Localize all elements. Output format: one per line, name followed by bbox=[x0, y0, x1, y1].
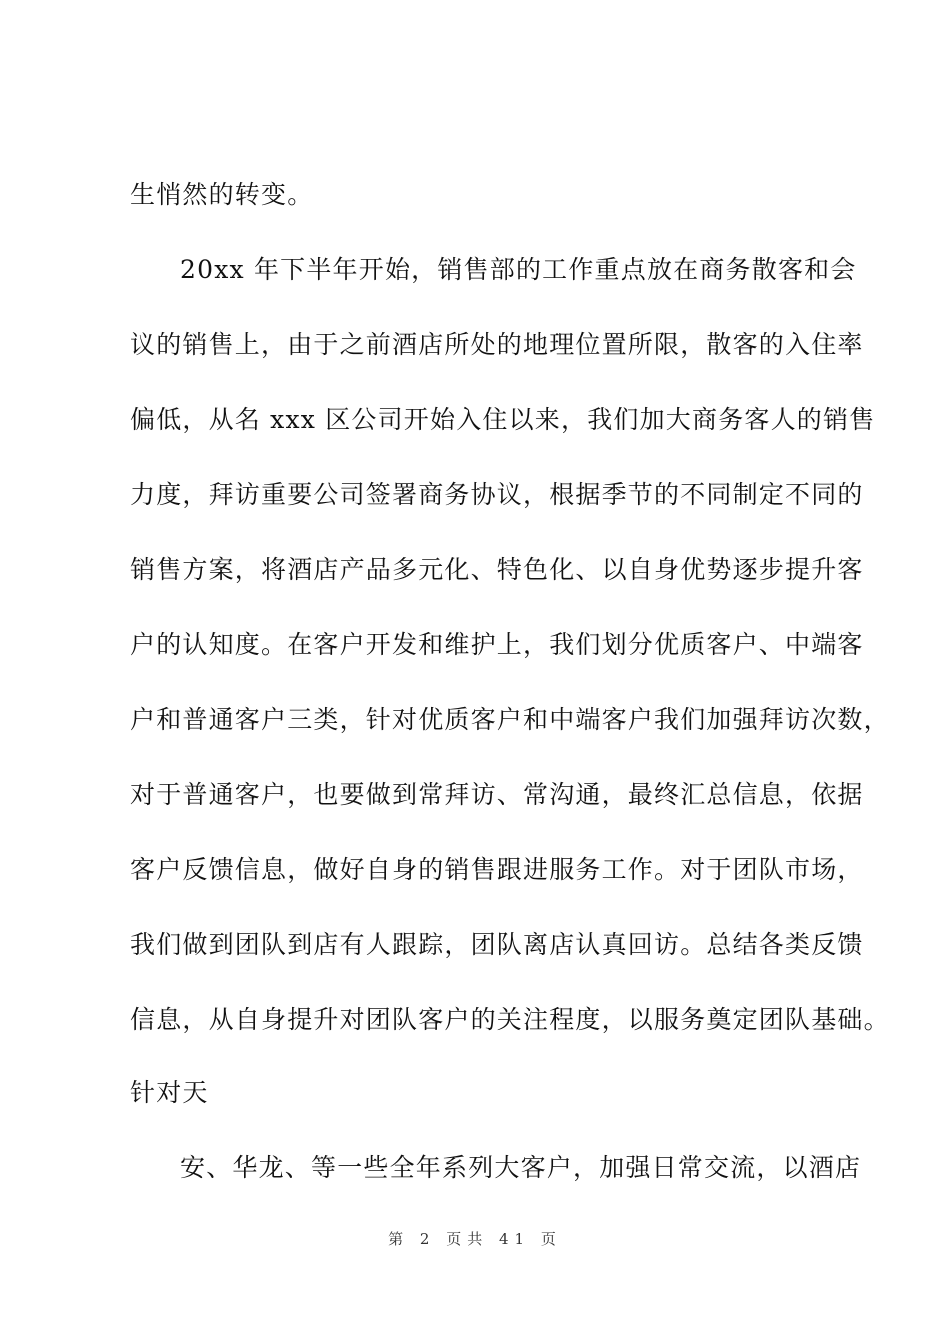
page-number-footer: 第 2 页共 41 页 bbox=[388, 1230, 562, 1248]
text-line: 销售方案，将酒店产品多元化、特色化、以自身优势逐步提升客 bbox=[130, 555, 864, 584]
text-line: 客户反馈信息，做好自身的销售跟进服务工作。对于团队市场， bbox=[130, 855, 864, 884]
text-line: 力度，拜访重要公司签署商务协议，根据季节的不同制定不同的 bbox=[130, 480, 864, 509]
text-line: 偏低，从名 xxx 区公司开始入住以来，我们加大商务客人的销售 bbox=[130, 405, 876, 434]
text-line: 对于普通客户，也要做到常拜访、常沟通，最终汇总信息，依据 bbox=[130, 780, 864, 809]
text-line: 我们做到团队到店有人跟踪，团队离店认真回访。总结各类反馈 bbox=[130, 930, 864, 959]
text-line: 议的销售上，由于之前酒店所处的地理位置所限，散客的入住率 bbox=[130, 330, 864, 359]
text-line: 户的认知度。在客户开发和维护上，我们划分优质客户、中端客 bbox=[130, 630, 864, 659]
text-line: 生悄然的转变。 bbox=[130, 180, 314, 209]
text-line: 户和普通客户三类，针对优质客户和中端客户我们加强拜访次数， bbox=[130, 705, 890, 734]
paragraph-first-line: 安、华龙、等一些全年系列大客户，加强日常交流，以酒店 bbox=[180, 1153, 862, 1182]
paragraph-first-line: 20xx 年下半年开始，销售部的工作重点放在商务散客和会 bbox=[180, 255, 857, 284]
text-line: 信息，从自身提升对团队客户的关注程度，以服务奠定团队基础。 bbox=[130, 1005, 890, 1034]
text-line: 针对天 bbox=[130, 1078, 209, 1107]
